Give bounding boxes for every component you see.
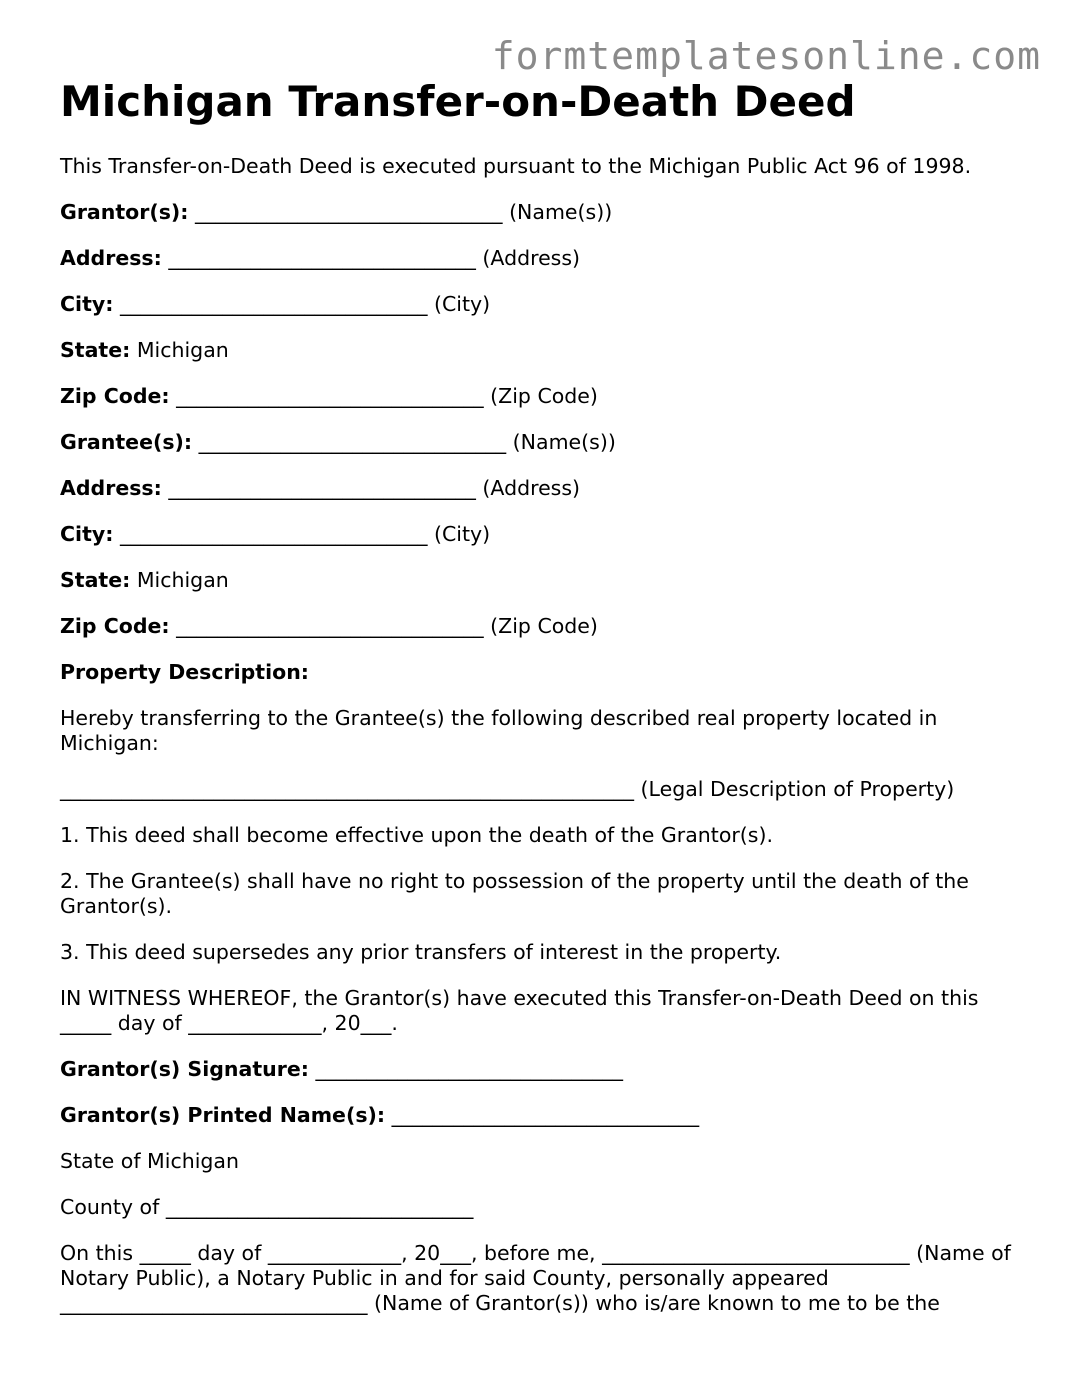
grantee-state-line — [60, 568, 1020, 593]
grantor-zip-label: Zip Code: — [60, 384, 170, 408]
grantor-name-label: Grantor(s): — [60, 200, 189, 224]
grantee-address-line — [60, 476, 1020, 501]
property-legal-hint: (Legal Description of Property) — [640, 777, 955, 801]
grantor-city-label: City: — [60, 292, 114, 316]
deed-document — [60, 78, 1020, 1337]
grantor-name-blank[interactable]: ______________________________ — [195, 200, 503, 224]
grantee-city-hint: (City) — [434, 522, 491, 546]
grantor-printed-name-line — [60, 1103, 1020, 1128]
grantor-address-hint: (Address) — [482, 246, 581, 270]
grantee-address-blank[interactable]: ______________________________ — [168, 476, 476, 500]
grantee-state-label: State: — [60, 568, 131, 592]
clause-1: 1. This deed shall become effective upon the death of the Grantor(s). — [60, 823, 773, 847]
intro-text: This Transfer-on-Death Deed is executed pursuant to the Michigan Public Act 96 of 1998. — [60, 154, 972, 178]
grantor-address-blank[interactable]: ______________________________ — [168, 246, 476, 270]
notary-text: On this _____ day of _____________, 20___, before me, ______________________________ (Name of Notary Public), a Notary Public in and for said County, personally appeared ______________________________ (Name of Grantor(s)) who is/are known to me to be the — [60, 1241, 1011, 1315]
grantor-signature-line — [60, 1057, 1020, 1082]
grantor-printed-name-blank[interactable]: ______________________________ — [391, 1103, 700, 1127]
grantee-zip-hint: (Zip Code) — [490, 614, 598, 638]
grantee-city-line — [60, 522, 1020, 547]
clause-2: 2. The Grantee(s) shall have no right to possession of the property until the death of the Grantor(s). — [60, 869, 969, 918]
clause-3: 3. This deed supersedes any prior transfers of interest in the property. — [60, 940, 782, 964]
grantee-zip-blank[interactable]: ______________________________ — [176, 614, 484, 638]
grantee-name-line — [60, 430, 1020, 455]
grantor-signature-label: Grantor(s) Signature: — [60, 1057, 309, 1081]
grantor-zip-blank[interactable]: ______________________________ — [176, 384, 484, 408]
page-title: Michigan Transfer-on-Death Deed — [60, 77, 856, 126]
grantor-state-value: Michigan — [136, 338, 229, 362]
grantor-signature-blank[interactable]: ______________________________ — [315, 1057, 623, 1081]
grantor-address-label: Address: — [60, 246, 162, 270]
grantee-state-value: Michigan — [136, 568, 229, 592]
grantor-city-blank[interactable]: ______________________________ — [119, 292, 428, 316]
grantee-name-hint: (Name(s)) — [512, 430, 616, 454]
grantor-state-line — [60, 338, 1020, 363]
grantee-address-hint: (Address) — [482, 476, 581, 500]
property-legal-blank[interactable]: ________________________________________________________ — [60, 777, 634, 801]
property-legal-line — [60, 777, 1020, 802]
notary-county-line — [60, 1195, 1020, 1220]
grantor-address-line — [60, 246, 1020, 271]
grantor-state-label: State: — [60, 338, 131, 362]
grantee-name-label: Grantee(s): — [60, 430, 193, 454]
grantor-name-hint: (Name(s)) — [509, 200, 613, 224]
grantee-address-label: Address: — [60, 476, 162, 500]
grantor-city-line — [60, 292, 1020, 317]
witness-text: IN WITNESS WHEREOF, the Grantor(s) have executed this Transfer-on-Death Deed on this _____ day of _____________, 20___. — [60, 986, 979, 1035]
grantee-city-label: City: — [60, 522, 114, 546]
grantee-zip-line — [60, 614, 1020, 639]
property-heading: Property Description: — [60, 660, 309, 684]
grantor-name-line — [60, 200, 1020, 225]
watermark: formtemplatesonline.com — [491, 34, 1041, 78]
grantee-city-blank[interactable]: ______________________________ — [119, 522, 428, 546]
grantor-zip-hint: (Zip Code) — [490, 384, 598, 408]
notary-state: State of Michigan — [60, 1149, 239, 1173]
grantor-printed-name-label: Grantor(s) Printed Name(s): — [60, 1103, 386, 1127]
grantor-zip-line — [60, 384, 1020, 409]
grantee-zip-label: Zip Code: — [60, 614, 170, 638]
notary-county-blank[interactable]: ______________________________ — [165, 1195, 474, 1219]
notary-county-label: County of — [60, 1195, 160, 1219]
grantee-name-blank[interactable]: ______________________________ — [198, 430, 507, 454]
property-text: Hereby transferring to the Grantee(s) the following described real property located in Michigan: — [60, 706, 938, 755]
grantor-city-hint: (City) — [434, 292, 491, 316]
